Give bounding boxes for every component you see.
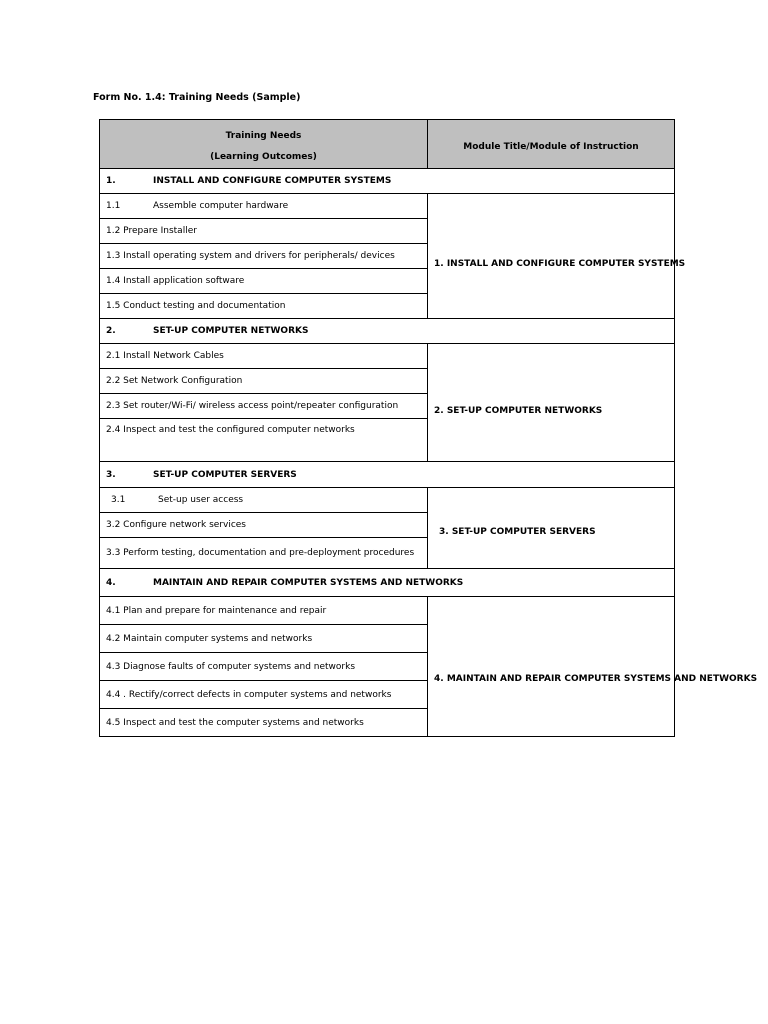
section-row <box>100 169 675 194</box>
learning-outcome: 3.3 Perform testing, documentation and pre-deployment procedures <box>100 538 428 569</box>
module-title-header: Module Title/Module of Instruction <box>428 120 675 169</box>
table-header-row <box>100 120 675 169</box>
section-row <box>100 319 675 344</box>
learning-outcome: 1.1 Assemble computer hardware <box>100 194 428 219</box>
section-heading: 1. INSTALL AND CONFIGURE COMPUTER SYSTEMS <box>100 169 675 194</box>
learning-outcome: 2.4 Inspect and test the configured computer networks <box>100 419 428 462</box>
module-cell: 3. SET-UP COMPUTER SERVERS <box>428 488 675 569</box>
learning-outcome: 4.2 Maintain computer systems and networks <box>100 625 428 653</box>
module-cell: 4. MAINTAIN AND REPAIR COMPUTER SYSTEMS AND NETWORKS <box>428 597 675 737</box>
training-needs-header <box>100 120 428 169</box>
learning-outcome: 4.4 . Rectify/correct defects in computer systems and networks <box>100 681 428 709</box>
learning-outcome: 3.2 Configure network services <box>100 513 428 538</box>
table-row <box>100 194 675 219</box>
section-heading: 4. MAINTAIN AND REPAIR COMPUTER SYSTEMS AND NETWORKS <box>100 569 675 597</box>
table-row <box>100 344 675 369</box>
learning-outcome: 1.2 Prepare Installer <box>100 219 428 244</box>
learning-outcome: 4.3 Diagnose faults of computer systems and networks <box>100 653 428 681</box>
section-row <box>100 569 675 597</box>
learning-outcome: 2.1 Install Network Cables <box>100 344 428 369</box>
table-row <box>100 597 675 625</box>
training-needs-table <box>99 119 758 737</box>
learning-outcome: 2.2 Set Network Configuration <box>100 369 428 394</box>
learning-outcomes-label: (Learning Outcomes) <box>210 152 317 162</box>
learning-outcome: 1.3 Install operating system and drivers for peripherals/ devices <box>100 244 428 269</box>
section-heading: 2. SET-UP COMPUTER NETWORKS <box>100 319 675 344</box>
module-cell: 1. INSTALL AND CONFIGURE COMPUTER SYSTEMS <box>428 194 675 319</box>
learning-outcome: 1.4 Install application software <box>100 269 428 294</box>
learning-outcome: 2.3 Set router/Wi-Fi/ wireless access point/repeater configuration <box>100 394 428 419</box>
learning-outcome: 1.5 Conduct testing and documentation <box>100 294 428 319</box>
training-needs-label: Training Needs <box>225 131 302 141</box>
form-title: Form No. 1.4: Training Needs (Sample) <box>93 92 301 103</box>
learning-outcome: 4.5 Inspect and test the computer systems and networks <box>100 709 428 737</box>
learning-outcome: 4.1 Plan and prepare for maintenance and repair <box>100 597 428 625</box>
learning-outcome: 3.1 Set-up user access <box>100 488 428 513</box>
module-cell: 2. SET-UP COMPUTER NETWORKS <box>428 344 675 462</box>
section-row <box>100 462 675 488</box>
section-heading: 3. SET-UP COMPUTER SERVERS <box>100 462 675 488</box>
table-row <box>100 488 675 513</box>
